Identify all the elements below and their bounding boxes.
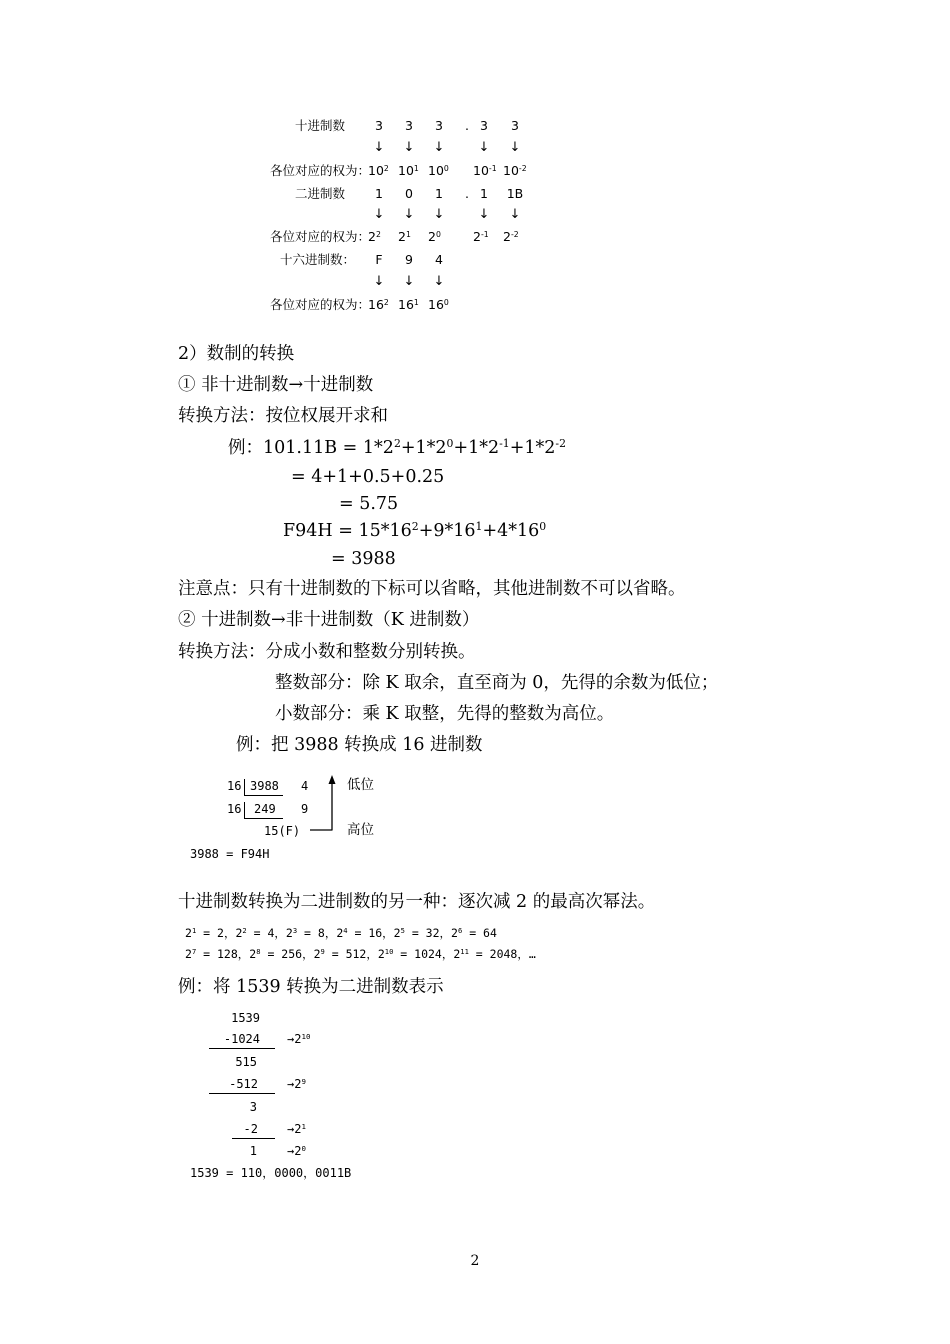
- power-tag-value: $2^{10}$: [294, 1031, 311, 1046]
- high-position-label: 高位: [347, 822, 374, 838]
- binary-weight: $2^1$: [398, 229, 411, 244]
- division-bracket: [244, 802, 245, 819]
- expansion-term: $+9*16^1$: [418, 520, 483, 541]
- subtraction-step: -2: [243, 1122, 258, 1136]
- powers-row-1: $2^1 = 2$，$2^2 = 4$，$2^3 = 8$，$2^4 = 16$，$2^5 = 32$，$2^6 = 64$: [185, 926, 497, 940]
- power-item: $2^7 = 128$: [185, 947, 238, 961]
- decimal-weight: $10^1$: [398, 163, 419, 178]
- equals-sign: =: [338, 521, 353, 541]
- division-bar: [245, 795, 283, 796]
- power-tag: $\to 2^9$: [287, 1076, 306, 1091]
- page-number: 2: [470, 1253, 480, 1269]
- ellipsis: …: [528, 947, 536, 961]
- binary-digit: 1: [480, 186, 488, 201]
- example-prefix: 例：: [228, 438, 263, 458]
- down-arrow-icon: ↓: [373, 207, 385, 222]
- hex-label: 十六进制数：: [279, 252, 355, 267]
- decimal-digit: 3: [480, 118, 488, 133]
- binary-digit: 1: [375, 186, 383, 201]
- power-item: $2^6 = 64$: [451, 926, 497, 940]
- subtraction-result: 1539 = 110，0000，0011B: [190, 1166, 352, 1180]
- expansion-term: $+1*2^{-2}$: [509, 437, 566, 458]
- part2-method: 转换方法：分成小数和整数分别转换。: [178, 642, 476, 662]
- down-arrow-icon: ↓: [478, 140, 490, 155]
- divisor: 16: [227, 779, 242, 793]
- division-bracket: [244, 779, 245, 796]
- subtraction-line: [209, 1048, 275, 1049]
- power-item: $2^{10} = 1024$: [377, 947, 442, 961]
- example3-intro: 例：将 1539 转换为二进制数表示: [178, 977, 444, 997]
- low-position-label: 低位: [347, 777, 374, 793]
- last-quotient: 15(F): [264, 824, 301, 838]
- hex-weight: $16^0$: [428, 297, 449, 312]
- down-arrow-icon: ↓: [433, 207, 445, 222]
- part2-heading: ② 十进制数→非十进制数（K 进制数）: [178, 610, 480, 630]
- hex-weight-label: 各位对应的权为：: [269, 297, 370, 312]
- example1-lhs: 101.11B: [263, 438, 338, 458]
- divisor: 16: [227, 802, 242, 816]
- dividend: 249: [254, 802, 276, 816]
- subtraction-line: [209, 1093, 275, 1094]
- binary-label: 二进制数: [294, 186, 345, 201]
- example2-step2: = 3988: [331, 549, 396, 569]
- part1-method: 转换方法：按位权展开求和: [178, 406, 388, 426]
- decimal-digit: 3: [435, 118, 443, 133]
- binary-digit: 1B: [506, 186, 524, 201]
- section-title: 2）数制的转换: [178, 344, 295, 364]
- hex-weight: $16^2$: [368, 297, 389, 312]
- hex-weight: $16^1$: [398, 297, 419, 312]
- power-item: $2^4 = 16$: [336, 926, 383, 940]
- binary-digit: 0: [405, 186, 413, 201]
- power-item: $2^{11} = 2048$: [453, 947, 518, 961]
- note: 注意点：只有十进制数的下标可以省略，其他进制数不可以省略。: [178, 579, 686, 599]
- power-tag-value: $2^0$: [294, 1143, 306, 1158]
- binary-weight-label: 各位对应的权为：: [269, 229, 370, 244]
- binary-weight: $2^2$: [368, 229, 381, 244]
- equals-sign: =: [342, 438, 358, 458]
- power-item: $2^2 = 4$: [235, 926, 275, 940]
- power-item: $2^8 = 256$: [249, 947, 303, 961]
- expansion-term: $+4*16^0$: [482, 520, 547, 541]
- power-item: $2^3 = 8$: [285, 926, 325, 940]
- decimal-digit: 3: [405, 118, 413, 133]
- down-arrow-icon: ↓: [509, 140, 521, 155]
- down-arrow-icon: ↓: [373, 274, 385, 289]
- example1-line1: [228, 437, 566, 459]
- power-item: $2^9 = 512$: [313, 947, 367, 961]
- expansion-term: $1*2^2$: [362, 437, 401, 458]
- power-tag: $\to 2^1$: [287, 1121, 306, 1136]
- down-arrow-icon: ↓: [433, 140, 445, 155]
- binary-digit: .: [465, 186, 469, 201]
- power-item: $2^5 = 32$: [393, 926, 440, 940]
- down-arrow-icon: ↓: [509, 207, 521, 222]
- binary-weight: $2^{-1}$: [473, 229, 489, 244]
- subtraction-step: 1: [249, 1144, 257, 1158]
- decimal-digit: 3: [375, 118, 383, 133]
- remainder: 9: [301, 802, 309, 816]
- decimal-weight-label: 各位对应的权为：: [269, 163, 370, 178]
- down-arrow-icon: ↓: [403, 274, 415, 289]
- binary-weight: $2^0$: [428, 229, 441, 244]
- decimal-weight: $10^{-2}$: [503, 163, 527, 178]
- decimal-weight: $10^0$: [428, 163, 449, 178]
- hex-digit: 4: [435, 252, 443, 267]
- subtraction-step: 1539: [231, 1011, 260, 1025]
- alt-method: 十进制数转换为二进制数的另一种：逐次减 2 的最高次幂法。: [178, 892, 656, 912]
- down-arrow-icon: ↓: [478, 207, 490, 222]
- binary-digit: 1: [435, 186, 443, 201]
- down-arrow-icon: ↓: [433, 274, 445, 289]
- expansion-term: $+1*2^0$: [400, 437, 454, 458]
- up-arrow-icon: [306, 774, 346, 834]
- integer-rule: 整数部分：除 K 取余，直至商为 0，先得的余数为低位；: [275, 673, 719, 693]
- subtraction-step: 3: [249, 1100, 257, 1114]
- binary-weight: $2^{-2}$: [503, 229, 519, 244]
- subtraction-line: [232, 1138, 275, 1139]
- division-result: 3988 = F94H: [190, 847, 270, 861]
- power-tag-value: $2^9$: [294, 1076, 306, 1091]
- example1-step2: = 4+1+0.5+0.25: [291, 467, 445, 487]
- division-bar: [245, 818, 283, 819]
- remainder: 4: [301, 779, 309, 793]
- example2-expansion: [359, 521, 547, 541]
- decimal-weight: $10^{-1}$: [473, 163, 497, 178]
- down-arrow-icon: ↓: [403, 207, 415, 222]
- subtraction-step: 515: [235, 1055, 257, 1069]
- fraction-rule: 小数部分：乘 K 取整，先得的整数为高位。: [275, 704, 615, 724]
- example2-line1: [283, 520, 546, 542]
- power-tag: $\to 2^0$: [287, 1143, 306, 1158]
- example1-expansion: [363, 438, 566, 458]
- decimal-digit: 3: [511, 118, 519, 133]
- decimal-label: 十进制数: [294, 118, 345, 133]
- decimal-digit: .: [465, 118, 469, 133]
- expansion-term: $+1*2^{-1}$: [453, 437, 510, 458]
- part1-heading: ① 非十进制数→十进制数: [178, 375, 374, 395]
- example2-intro: 例：把 3988 转换成 16 进制数: [236, 735, 483, 755]
- power-item: $2^1 = 2$: [185, 926, 224, 940]
- down-arrow-icon: ↓: [403, 140, 415, 155]
- subtraction-step: -512: [229, 1077, 258, 1091]
- decimal-weight: $10^2$: [368, 163, 389, 178]
- powers-row-2: $2^7 = 128$，$2^8 = 256$，$2^9 = 512$，$2^{10} = 1024$，$2^{11} = 2048$，…: [185, 947, 536, 961]
- hex-digit: F: [375, 252, 383, 267]
- power-tag-value: $2^1$: [294, 1121, 306, 1136]
- expansion-term: $15*16^2$: [358, 520, 419, 541]
- dividend: 3988: [250, 779, 279, 793]
- hex-digit: 9: [405, 252, 413, 267]
- example2-lhs: F94H: [283, 521, 333, 541]
- subtraction-step: -1024: [223, 1032, 260, 1046]
- power-tag: $\to 2^{10}$: [287, 1031, 311, 1046]
- example1-step3: = 5.75: [339, 494, 399, 514]
- down-arrow-icon: ↓: [373, 140, 385, 155]
